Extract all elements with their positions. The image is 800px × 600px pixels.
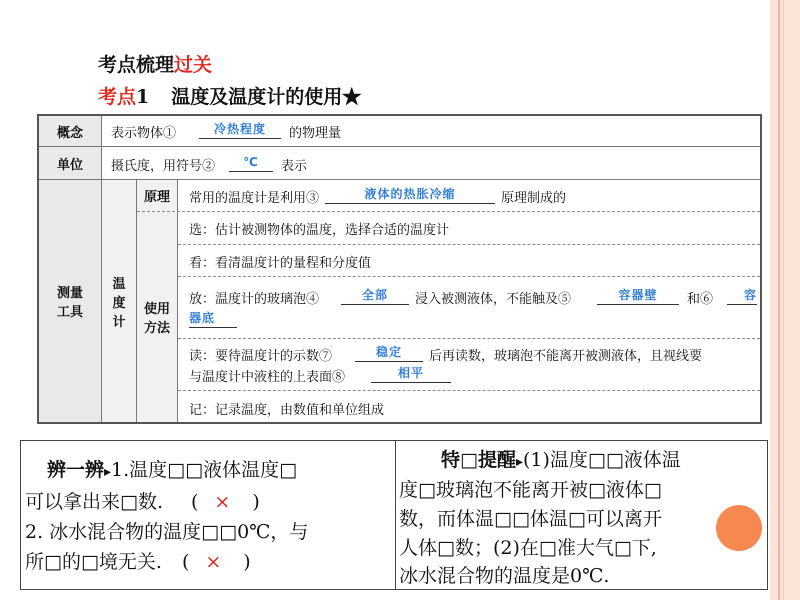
judge-title: 辨一辨	[47, 459, 105, 481]
grid-line	[178, 390, 760, 391]
usage-place: 浸入被测液体，不能触及⑤	[415, 292, 572, 307]
principle-text: 常用的温度计是利用③	[189, 191, 320, 206]
grid-line	[137, 211, 760, 212]
unit-label: 单位	[56, 157, 83, 173]
tip-text: 冰水混合物的温度是0℃.	[399, 565, 610, 587]
row-header-unit	[39, 147, 101, 179]
judge-line1	[47, 455, 297, 487]
decorative-circle	[716, 505, 762, 551]
tip-line5	[399, 561, 609, 591]
tip-text: 数，而体温□□体温□可以离开	[399, 508, 662, 530]
grid-line	[178, 244, 760, 245]
thermometer-char: 度	[112, 295, 126, 311]
principle-text: 原理制成的	[501, 191, 567, 206]
judge-line2: 可以拿出来□数. ( × )	[25, 491, 260, 513]
usage-select: 选：估计被测物体的温度，选择合适的温度计	[189, 223, 450, 238]
answer-8: 相平	[371, 365, 451, 383]
grid-line	[177, 180, 178, 422]
topic-title: 温度及温度计的使用★	[171, 86, 362, 108]
cross-mark-2: ×	[205, 551, 222, 573]
arrow-icon: ▸	[515, 454, 523, 470]
topic-label: 考点	[98, 86, 137, 108]
answer-6b: 器底	[189, 310, 237, 328]
unit-text: 摄氏度，用符号②	[111, 159, 216, 174]
cross-mark-1: ×	[214, 491, 231, 513]
judge-text: 可以拿出来□数.	[25, 491, 163, 513]
heading-text: 考点梳理	[98, 54, 175, 76]
answer-2: ℃	[229, 154, 273, 172]
usage-record: 记：记录温度，由数值和单位组成	[189, 403, 385, 418]
tip-text: (1)温度□□液体温	[522, 449, 681, 471]
section-heading	[98, 50, 212, 77]
decorative-side-border	[770, 0, 800, 600]
tip-title: 特□提醒	[441, 449, 516, 471]
tool-label-line1: 测量	[56, 286, 83, 301]
unit-text: 表示	[281, 159, 308, 174]
usage-place: 和⑥	[687, 292, 714, 307]
grid-line	[178, 276, 760, 277]
judge-text: 2. 冰水混合物的温度□□0℃，与	[25, 521, 309, 543]
tips-box	[20, 440, 768, 590]
decorative-line	[778, 0, 780, 600]
concept-text: 表示物体①	[111, 126, 177, 141]
grid-line	[39, 146, 760, 147]
tip-text: 人体□数；(2)在□准大气□下,	[399, 537, 657, 559]
usage-label-line1: 使用	[143, 302, 170, 317]
tip-line1	[441, 445, 681, 477]
concept-text: 的物理量	[289, 126, 342, 141]
answer-3: 液体的热胀冷缩	[325, 186, 495, 204]
usage-header	[137, 212, 177, 422]
tip-line3	[399, 504, 662, 534]
tip-line2	[399, 475, 662, 505]
judge-line4: 所□的□境无关. ( × )	[25, 551, 251, 573]
judge-line3	[25, 517, 308, 547]
concept-label: 概念	[56, 125, 83, 141]
grid-line	[39, 179, 760, 180]
tip-text: 度□玻璃泡不能离开被□液体□	[399, 479, 662, 501]
usage-look: 看：看清温度计的量程和分度值	[189, 256, 372, 271]
thermometer-char: 计	[112, 314, 126, 330]
arrow-icon: ▸	[104, 464, 112, 480]
knowledge-table	[37, 114, 762, 424]
heading-highlight: 过关	[174, 54, 213, 76]
usage-read: 读：要待温度计的示数⑦	[189, 349, 333, 364]
answer-7: 稳定	[355, 344, 423, 362]
grid-line	[136, 180, 137, 422]
thermometer-char: 温	[112, 276, 126, 292]
answer-1: 冷热程度	[199, 121, 281, 139]
topic-heading	[98, 82, 361, 109]
usage-read: 后再读数，玻璃泡不能离开被测液体，且视线要	[429, 349, 703, 364]
usage-label-line2: 方法	[143, 321, 170, 336]
principle-label: 原理	[143, 190, 170, 205]
answer-4: 全部	[341, 287, 409, 305]
box-divider	[395, 441, 396, 589]
grid-line	[101, 116, 102, 422]
usage-place: 放：温度计的玻璃泡④	[189, 292, 320, 307]
row-header-tool	[39, 180, 101, 422]
usage-read: 与温度计中液柱的上表面⑧	[189, 370, 346, 385]
row-header-concept	[39, 116, 101, 146]
tool-label-line2: 工具	[56, 305, 83, 320]
answer-6a: 容	[727, 287, 757, 305]
topic-number: 1	[136, 86, 150, 108]
tip-line4	[399, 533, 657, 563]
decorative-line	[783, 0, 784, 600]
judge-text: 1.温度□□液体温度□	[111, 459, 298, 481]
thermometer-header	[102, 180, 136, 422]
grid-line	[178, 338, 760, 339]
judge-text: 所□的□境无关.	[25, 551, 162, 573]
principle-header	[137, 180, 177, 211]
answer-5: 容器壁	[597, 287, 679, 305]
